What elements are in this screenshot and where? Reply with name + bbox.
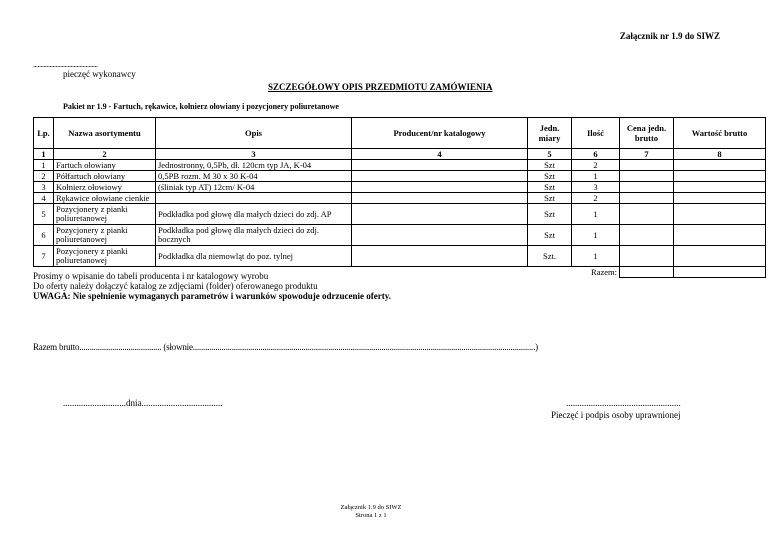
signature-dots: ................................................... [566, 398, 681, 408]
cell-qty: 1 [572, 246, 620, 267]
cell-lp: 1 [34, 160, 54, 171]
cell-qty: 1 [572, 204, 620, 225]
cell-value[interactable] [674, 246, 766, 267]
cell-desc: (śliniak typ AT) 12cm/ K-04 [156, 182, 352, 193]
cell-unit: Szt [528, 225, 572, 246]
table-row [34, 204, 766, 225]
cell-value[interactable] [674, 204, 766, 225]
signature-label: Pieczęć i podpis osoby uprawnionej [551, 410, 681, 420]
cell-producer[interactable] [352, 182, 528, 193]
column-number: 6 [572, 149, 620, 160]
items-table [33, 117, 766, 278]
cell-lp: 4 [34, 193, 54, 204]
total-price-cell[interactable] [620, 267, 674, 278]
annex-label: Załącznik nr 1.9 do SIWZ [619, 31, 720, 41]
table-row [34, 182, 766, 193]
cell-producer[interactable] [352, 225, 528, 246]
cell-desc: Podkładka pod głowę dla małych dzieci do zdj. AP [156, 204, 352, 225]
cell-unit: Szt [528, 160, 572, 171]
cell-price[interactable] [620, 225, 674, 246]
column-header: Cena jedn. brutto [620, 118, 674, 149]
note-line-1: Prosimy o wpisanie do tabeli producenta i nr katalogowy wyrobu [33, 271, 269, 281]
cell-price[interactable] [620, 160, 674, 171]
package-title: Pakiet nr 1.9 - Fartuch, rękawice, kołnierz ołowiany i pozycjonery poliuretanowe [63, 102, 339, 111]
date-line: ............................dnia.................................... [63, 398, 223, 408]
cell-desc [156, 193, 352, 204]
cell-value[interactable] [674, 193, 766, 204]
footer-annex: Załącznik 1.9 do SIWZ [340, 504, 402, 511]
cell-name: Rękawice ołowiane cienkie [54, 193, 156, 204]
column-header: Wartość brutto [674, 118, 766, 149]
cell-unit: Szt. [528, 246, 572, 267]
column-header: Lp. [34, 118, 54, 149]
cell-desc: Jednostronny, 0,5Pb, dł. 120cm typ JA, K-04 [156, 160, 352, 171]
column-number: 5 [528, 149, 572, 160]
cell-value[interactable] [674, 182, 766, 193]
table-row [34, 246, 766, 267]
cell-qty: 1 [572, 171, 620, 182]
cell-unit: Szt [528, 193, 572, 204]
cell-lp: 7 [34, 246, 54, 267]
cell-unit: Szt [528, 182, 572, 193]
column-header: Producent/nr katalogowy [352, 118, 528, 149]
stamp-dots: ........................................... [33, 60, 98, 69]
total-value-cell[interactable] [674, 267, 766, 278]
cell-name: Pozycjonery z pianki poliuretanowej [54, 225, 156, 246]
cell-price[interactable] [620, 182, 674, 193]
stamp-label: pieczęć wykonawcy [63, 69, 136, 79]
cell-name: Pozycjonery z pianki poliuretanowej [54, 246, 156, 267]
warning-note: UWAGA: Nie spełnienie wymaganych parametrów i warunków spowoduje odrzucenie oferty. [33, 291, 391, 301]
column-header: Nazwa asortymentu [54, 118, 156, 149]
cell-name: Pozycjonery z pianki poliuretanowej [54, 204, 156, 225]
table-header-row [34, 118, 766, 149]
table-row [34, 171, 766, 182]
cell-unit: Szt [528, 171, 572, 182]
cell-producer[interactable] [352, 246, 528, 267]
column-number-row [34, 149, 766, 160]
cell-producer[interactable] [352, 160, 528, 171]
cell-producer[interactable] [352, 193, 528, 204]
column-number: 2 [54, 149, 156, 160]
cell-name: Kołnierz ołowiowy [54, 182, 156, 193]
cell-qty: 2 [572, 160, 620, 171]
table-row [34, 225, 766, 246]
cell-value[interactable] [674, 171, 766, 182]
cell-qty: 3 [572, 182, 620, 193]
cell-price[interactable] [620, 246, 674, 267]
cell-lp: 2 [34, 171, 54, 182]
cell-name: Fartuch ołowiany [54, 160, 156, 171]
column-header: Opis [156, 118, 352, 149]
table-row [34, 193, 766, 204]
column-number: 8 [674, 149, 766, 160]
cell-price[interactable] [620, 193, 674, 204]
cell-lp: 5 [34, 204, 54, 225]
cell-unit: Szt [528, 204, 572, 225]
cell-value[interactable] [674, 160, 766, 171]
table-row [34, 160, 766, 171]
cell-producer[interactable] [352, 204, 528, 225]
column-number: 4 [352, 149, 528, 160]
column-header: Ilość [572, 118, 620, 149]
cell-price[interactable] [620, 171, 674, 182]
column-number: 1 [34, 149, 54, 160]
total-label: Razem: [34, 267, 620, 278]
cell-producer[interactable] [352, 171, 528, 182]
cell-lp: 3 [34, 182, 54, 193]
cell-qty: 1 [572, 225, 620, 246]
cell-lp: 6 [34, 225, 54, 246]
total-gross-line: Razem brutto........................................ (słownie.......................................................................................................................................................................) [33, 342, 538, 352]
cell-price[interactable] [620, 204, 674, 225]
page-title: SZCZEGÓŁOWY OPIS PRZEDMIOTU ZAMÓWIENIA [268, 82, 493, 92]
cell-qty: 2 [572, 193, 620, 204]
cell-value[interactable] [674, 225, 766, 246]
cell-name: Półfartuch ołowiany [54, 171, 156, 182]
cell-desc: Podkładka pod głowę dla małych dzieci do zdj. bocznych [156, 225, 352, 246]
footer-page: Strona 1 z 1 [355, 512, 387, 519]
column-number: 3 [156, 149, 352, 160]
column-header: Jedn. miary [528, 118, 572, 149]
cell-desc: Podkładka dla niemowląt do poz. tylnej [156, 246, 352, 267]
column-number: 7 [620, 149, 674, 160]
cell-desc: 0,5PB rozm. M 30 x 30 K-04 [156, 171, 352, 182]
note-line-2: Do oferty należy dołączyć katalog ze zdjęciami (folder) oferowanego produktu [33, 281, 318, 291]
